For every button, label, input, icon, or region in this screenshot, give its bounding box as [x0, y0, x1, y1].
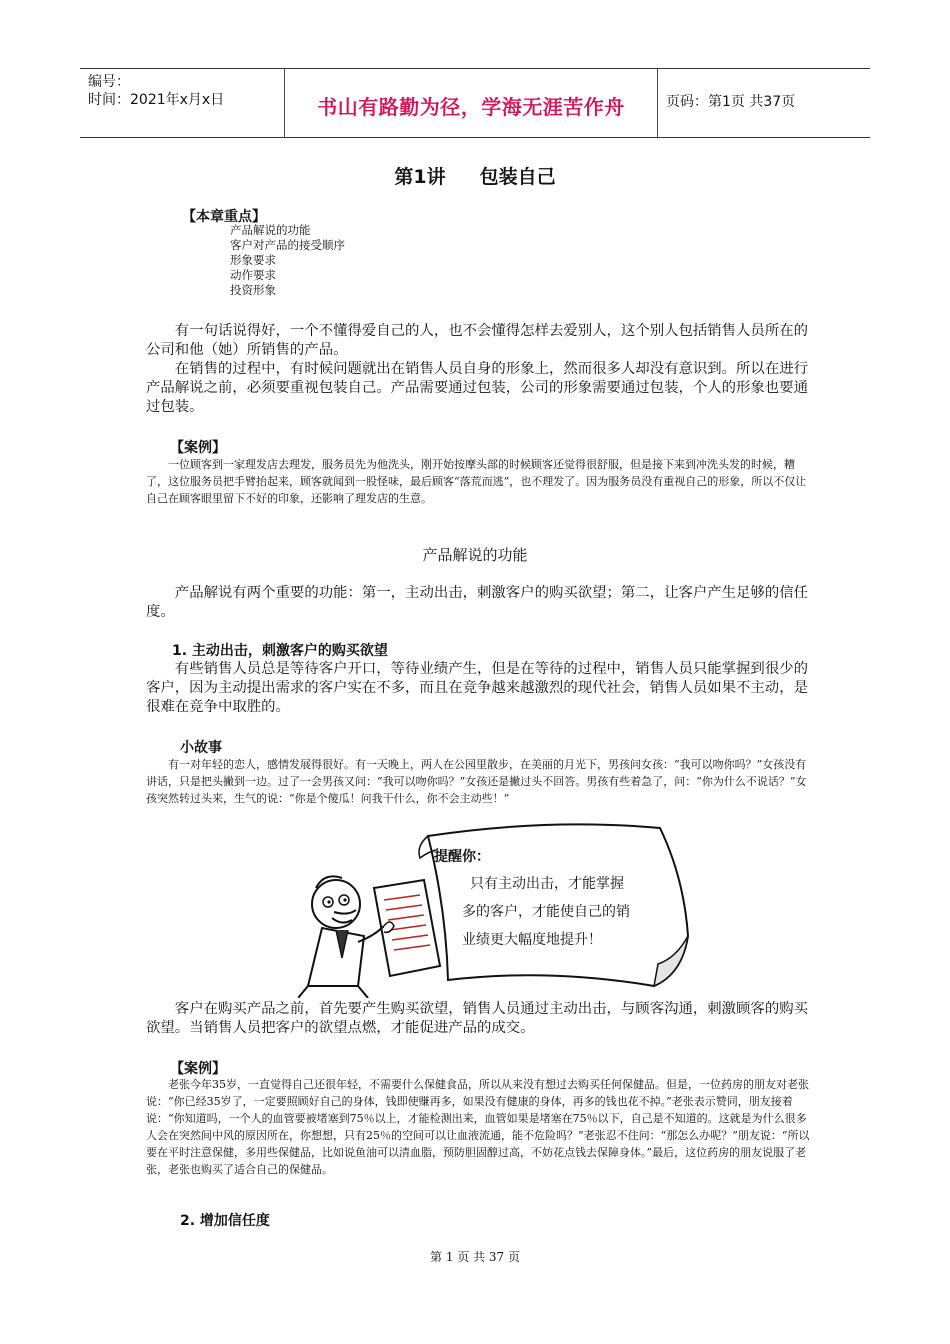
lecture-title: [0, 162, 950, 189]
sub1-text: 有些销售人员总是等待客户开口，等待业绩产生，但是在等待的过程中，销售人员只能掌握到很少的客户，因为主动提出需求的客户实在不多，而且在竞争越来越激烈的现代社会，销售人员如果不主动，是很难在竞争中取胜的。: [146, 661, 808, 715]
story-body: [146, 756, 810, 807]
case1-body: [146, 456, 810, 507]
sub1-body: [146, 660, 810, 717]
page-footer: 第 1 页 共 37 页: [430, 1250, 520, 1264]
story-heading: 小故事: [180, 740, 222, 756]
lecture-subtitle: 包装自己: [479, 166, 556, 188]
section-intro: [146, 584, 810, 622]
intro-paragraph: 有一句话说得好，一个不懂得爱自己的人，也不会懂得怎样去爱别人，这个别人包括销售人员所在的公司和他（她）所销售的产品。: [146, 323, 808, 358]
intro-paragraph: 在销售的过程中，有时候问题就出在销售人员自身的形象上，然而很多人却没有意识到。所以在进行产品解说之前，必须要重视包装自己。产品需要通过包装，公司的形象需要通过包装，个人的形象也要通过包装。: [146, 361, 808, 415]
time-label: 时间：2021年x月x日: [88, 92, 225, 108]
lecture-number: 第1讲: [394, 166, 446, 188]
header-page-cell: [658, 69, 870, 137]
case1-text: 一位顾客到一家理发店去理发，服务员先为他洗头，刚开始按摩头部的时候顾客还觉得很舒服，但是接下来到冲洗头发的时候，糟了，这位服务员把手臂抬起来，顾客就闻到一股怪味，最后顾客“落荒而逃”，也不理发了。因为服务员没有重视自己的形象，所以不仅让自己在顾客眼里留下不好的印象，还影响了理发店的生意。: [146, 458, 807, 505]
document-header: [80, 68, 870, 138]
page-info: 页码：第1页 共37页: [666, 94, 796, 110]
key-points-heading: 【本章重点】: [182, 209, 266, 225]
after-reminder: [146, 1000, 810, 1038]
sub2-heading: 2. 增加信任度: [180, 1213, 270, 1229]
story-text: 有一对年轻的恋人，感情发展得很好。有一天晚上，两人在公园里散步，在美丽的月光下，男孩问女孩：“我可以吻你吗？”女孩没有讲话，只是把头撇到一边。过了一会男孩又问：“我可以吻你吗？”女孩还是撇过头不回答。男孩有些着急了，问：“你为什么不说话？”女孩突然转过头来，生气的说：“你是个傻瓜！问我干什么，你不会主动些！”: [146, 758, 807, 805]
motto: 书山有路勤为径，学海无涯苦作舟: [317, 95, 625, 119]
reminder-line: 业绩更大幅度地提升！: [462, 932, 602, 948]
key-points-list: [230, 223, 345, 298]
code-label: 编号：: [88, 74, 130, 90]
reminder-line: 多的客户，才能使自己的销: [462, 904, 630, 920]
case2-body: [146, 1076, 810, 1178]
case2-heading: 【案例】: [170, 1061, 226, 1077]
section-intro-text: 产品解说有两个重要的功能：第一，主动出击，刺激客户的购买欲望；第二，让客户产生足够的信任度。: [146, 585, 808, 620]
reminder-lines: [462, 870, 630, 954]
header-meta: [80, 69, 285, 137]
after-reminder-text: 客户在购买产品之前，首先要产生购买欲望，销售人员通过主动出击，与顾客沟通，刺激顾客的购买欲望。当销售人员把客户的欲望点燃，才能促进产品的成交。: [146, 1001, 808, 1036]
sub1-heading: 1. 主动出击，刺激客户的购买欲望: [172, 643, 388, 659]
key-point-item: 产品解说的功能: [230, 223, 311, 237]
case2-text: 老张今年35岁，一直觉得自己还很年轻，不需要什么保健食品，所以从来没有想过去购买任何保健品。但是，一位药房的朋友对老张说：“你已经35岁了，一定要照顾好自己的身体，钱即使赚再多，如果没有健康的身体，再多的钱也花不掉。”老张表示赞同，朋友接着说：“你知道吗，一个人的血管要被堵塞到75％以上，才能检测出来，血管如果是堵塞在75％以下，自己是不知道的。这就是为什么很多人会在突然间中风的原因所在，你想想，只有25％的空间可以让血液流通，能不危险吗？”老张忍不住问：“那怎么办呢？”朋友说：“所以要在平时注意保健，多用些保健品，比如说鱼油可以清血脂，预防胆固醇过高，不妨花点钱去保障身体。”最后，这位药房的朋友说服了老张，老张也购买了适合自己的保健品。: [146, 1078, 810, 1176]
section-title: 产品解说的功能: [422, 546, 528, 564]
intro-section: [146, 322, 810, 417]
key-point-item: 动作要求: [230, 268, 276, 282]
reminder-line: 只有主动出击，才能掌握: [470, 876, 624, 892]
header-motto-cell: [285, 69, 658, 137]
key-point-item: 客户对产品的接受顺序: [230, 238, 345, 252]
key-point-item: 形象要求: [230, 253, 276, 267]
case1-heading: 【案例】: [170, 440, 226, 456]
reminder-title: 提醒你：: [434, 849, 490, 865]
key-point-item: 投资形象: [230, 283, 276, 297]
